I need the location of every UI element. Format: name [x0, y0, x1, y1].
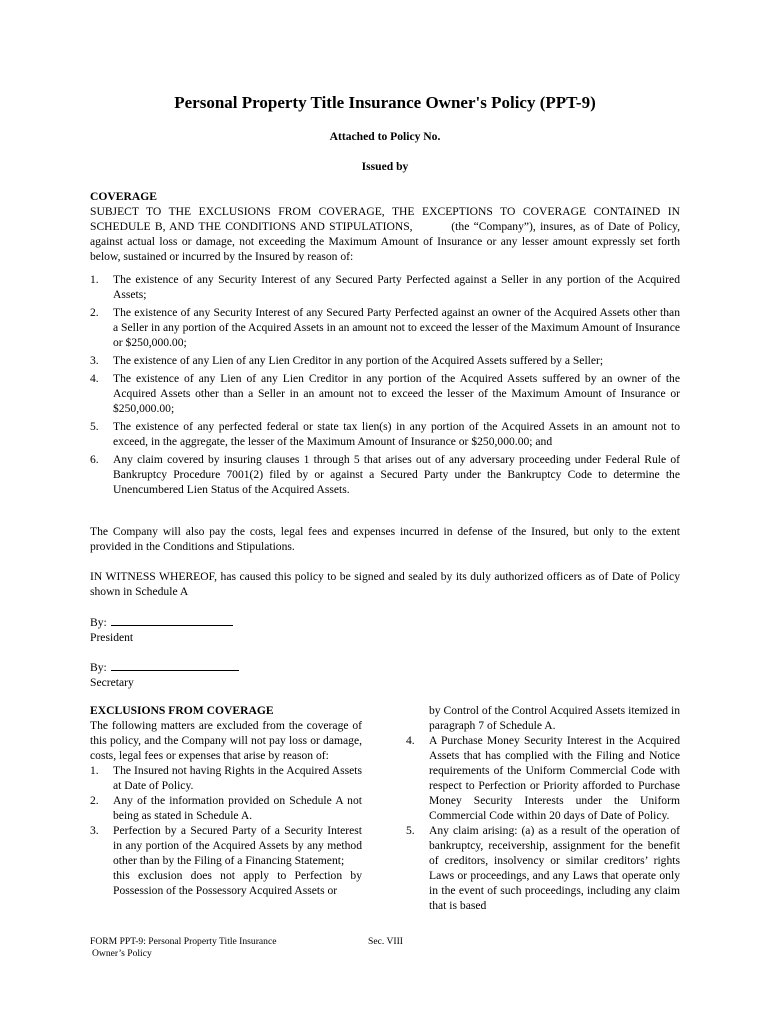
- coverage-section: [90, 189, 683, 500]
- coverage-item-number: 2.: [90, 306, 99, 319]
- form-footer: [90, 936, 276, 960]
- exclusion-item: [406, 733, 680, 823]
- exclusion-item: [90, 823, 362, 898]
- exclusion-item-text: A Purchase Money Security Interest in the Acquired Assets that has complied with the Filing and Notice requirements of the Uniform Commercial Code with respect to Perfection or Priority afforded to Purchase Money Security Interests under the Uniform Commercial Code within 20 days of Date of Policy.: [429, 734, 680, 822]
- exclusion-item-text: Perfection by a Secured Party of a Security Interest in any portion of the Acquired Assets by any method other than by the Filing of a Financing Statement;: [113, 824, 362, 867]
- exclusion-item: [90, 763, 362, 793]
- coverage-item: [90, 305, 680, 350]
- form-name-line2: Owner’s Policy: [92, 948, 152, 959]
- exclusion-item-continuation: this exclusion does not apply to Perfection by Possession of the Possessory Acquired Assets or: [113, 869, 362, 897]
- exclusion-item-number: 2.: [90, 794, 99, 807]
- coverage-list: [90, 272, 680, 497]
- coverage-item: [90, 419, 680, 449]
- by-label: By:: [90, 616, 107, 629]
- exclusions-intro: The following matters are excluded from the coverage of this policy, and the Company will not pay loss or damage, costs, legal fees or expenses that arise by reason of:: [90, 719, 362, 762]
- president-label: President: [90, 631, 134, 644]
- signature-block-secretary: [90, 658, 239, 690]
- coverage-item-text: The existence of any Lien of any Lien Creditor in any portion of the Acquired Assets suffered by an owner of the Acquired Assets other than a Seller in an amount not to exceed the lesser of the Maximum Amount of Insurance or $250,000.00;: [113, 372, 680, 415]
- exclusion-item-text: The Insured not having Rights in the Acquired Assets at Date of Policy.: [113, 764, 362, 792]
- exclusion-item-text: Any claim arising: (a) as a result of the operation of bankruptcy, receivership, assignment for the benefit of creditors, insolvency or similar creditors’ rights Laws or proceedings, and any Laws that operate only in the event of such proceedings, including any claim that is based: [429, 824, 680, 912]
- form-name: FORM PPT-9: Personal Property Title Insurance: [90, 936, 277, 947]
- exclusion-item: [90, 793, 362, 823]
- coverage-item: [90, 353, 680, 368]
- coverage-item-number: 1.: [90, 273, 99, 286]
- coverage-heading: COVERAGE: [90, 190, 157, 203]
- exclusions-list-continued: [406, 733, 680, 913]
- coverage-item: [90, 452, 680, 497]
- exclusion-continuation: by Control of the Control Acquired Assets itemized in paragraph 7 of Schedule A.: [429, 704, 680, 732]
- coverage-item-text: The existence of any Lien of any Lien Creditor in any portion of the Acquired Assets suffered by a Seller;: [113, 354, 604, 367]
- exclusions-heading: EXCLUSIONS FROM COVERAGE: [90, 704, 274, 717]
- signature-block-president: [90, 613, 233, 645]
- secretary-label: Secretary: [90, 676, 134, 689]
- policy-title: Personal Property Title Insurance Owner's Policy (PPT-9): [174, 93, 596, 112]
- exclusions-left-column: [90, 703, 362, 898]
- exclusions-right-column: [406, 703, 680, 913]
- coverage-item-number: 4.: [90, 372, 99, 385]
- coverage-item-text: The existence of any Security Interest of any Secured Party Perfected against a Seller in any portion of the Acquired Assets;: [113, 273, 680, 301]
- attached-to-policy-label: Attached to Policy No.: [329, 130, 441, 143]
- secretary-signature-line[interactable]: [111, 658, 239, 671]
- coverage-item: [90, 371, 680, 416]
- exclusion-item-number: 1.: [90, 764, 99, 777]
- coverage-intro: SUBJECT TO THE EXCLUSIONS FROM COVERAGE, THE EXCEPTIONS TO COVERAGE CONTAINED IN SCHEDULE B, AND THE CONDITIONS AND STIPULATIONS, (the “Company”), insures, as of Date of Policy, against actual loss or damage, not exceeding the Maximum Amount of Insurance or any lesser amount expressly set forth below, sustained or incurred by the Insured by reason of:: [90, 205, 683, 263]
- witness-paragraph: IN WITNESS WHEREOF, has caused this policy to be signed and sealed by its duly authorized officers as of Date of Policy shown in Schedule A: [90, 570, 680, 598]
- coverage-item-number: 6.: [90, 453, 99, 466]
- exclusion-item-number: 4.: [406, 734, 415, 747]
- by-label: By:: [90, 661, 107, 674]
- costs-paragraph: The Company will also pay the costs, legal fees and expenses incurred in defense of the Insured, but only to the extent provided in the Conditions and Stipulations.: [90, 525, 680, 553]
- coverage-item: [90, 272, 680, 302]
- exclusion-item-text: Any of the information provided on Schedule A not being as stated in Schedule A.: [113, 794, 362, 822]
- exclusion-item-number: 3.: [90, 824, 99, 837]
- exclusion-item: [406, 823, 680, 913]
- exclusion-item-number: 5.: [406, 824, 415, 837]
- coverage-item-number: 5.: [90, 420, 99, 433]
- coverage-item-number: 3.: [90, 354, 99, 367]
- coverage-item-text: The existence of any perfected federal or state tax lien(s) in any portion of the Acquired Assets in an amount not to exceed, in the aggregate, the lesser of the Maximum Amount of Insurance or $250,000.00; and: [113, 420, 680, 448]
- coverage-item-text: Any claim covered by insuring clauses 1 through 5 that arises out of any adversary proceeding under Federal Rule of Bankruptcy Procedure 7001(2) filed by or against a Secured Party under the Bankruptcy Code to determine the Unencumbered Lien Status of the Acquired Assets.: [113, 453, 680, 496]
- issued-by-label: Issued by: [361, 160, 409, 173]
- section-label: Sec. VIII: [368, 936, 403, 947]
- exclusions-list: [90, 763, 362, 898]
- coverage-item-text: The existence of any Security Interest of any Secured Party Perfected against an owner of the Acquired Assets other than a Seller in any portion of the Acquired Assets in an amount not to exceed the lesser of the Maximum Amount of Insurance or $250,000.00;: [113, 306, 680, 349]
- president-signature-line[interactable]: [111, 613, 233, 626]
